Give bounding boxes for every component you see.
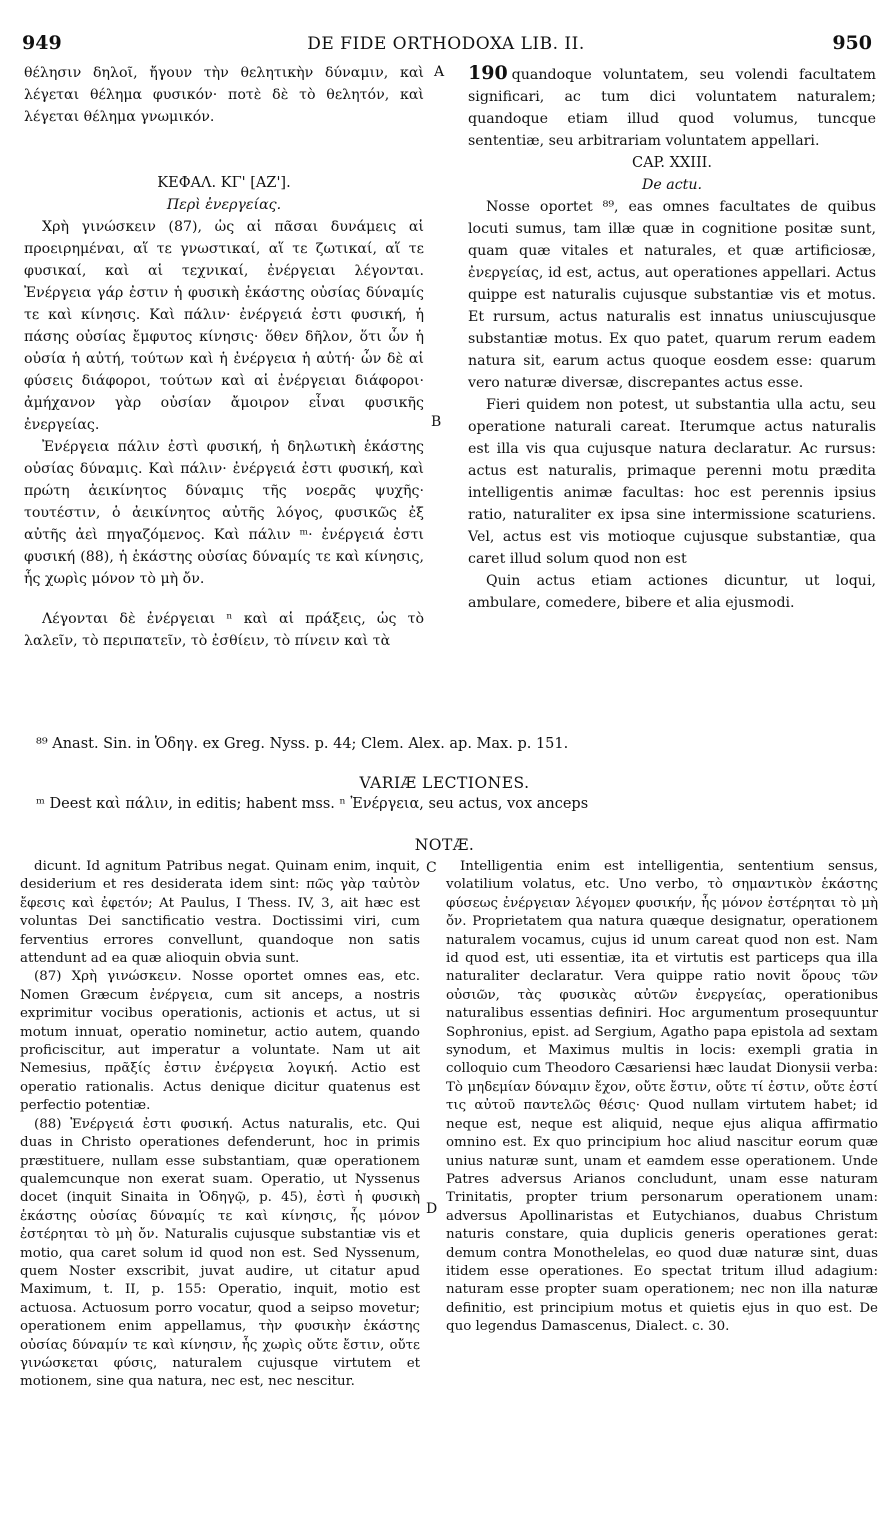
margin-letter-a: A xyxy=(434,64,445,80)
greek-paragraph-2: Ἐνέργεια πάλιν ἐστὶ φυσική, ἡ δηλωτικὴ ἑκάστης οὐσίας δύναμις. Καὶ πάλιν· ἐνέργειά ἐστι φυσική, καὶ πρώτη ἀεικίνητος δύναμις τῆς νοερᾶς ψυχῆς· τουτέστιν, ὁ ἀεικίνητος αὐτῆς λόγος, φυσικῶς ἐξ αὐτῆς ἀεὶ πηγαζόμενος. Καὶ πάλιν ᵐ· ἐνέργειά ἐστι φυσική (88), ἡ ἑκάστης οὐσίας δύναμίς τε καὶ κίνησις, ἧς χωρὶς μόνον τὸ μὴ ὄν. xyxy=(24,439,424,587)
greek-paragraph-1: Χρὴ γινώσκειν (87), ὡς αἱ πᾶσαι δυνάμεις αἱ προειρημέναι, αἵ τε γνωστικαί, αἵ τε ζωτικαί, αἵ τε φυσικαί, καὶ αἱ τεχνικαί, ἐνέργειαι λέγονται. Ἐνέργεια γάρ ἐστιν ἡ φυσικὴ ἑκάστης οὐσίας δύναμίς τε καὶ κίνησις. Καὶ πάλιν· ἐνέργειά ἐστι φυσική, ἡ πάσης οὐσίας ἔμφυτος κίνησις· ὅθεν δῆλον, ὅτι ὧν ἡ οὐσία ἡ αὐτή, τούτων καὶ ἡ ἐνέργεια ἡ αὐτή· ὧν δὲ αἱ φύσεις διάφοροι, τούτων καὶ αἱ ἐνέργειαι διάφοροι· ἀμήχανον γὰρ οὐσίαν ἄμοιρον εἶναι φυσικῆς ἐνεργείας. xyxy=(24,219,424,433)
latin-paragraph-3: Quin actus etiam actiones dicuntur, ut loqui, ambulare, comedere, bibere et alia ejusmodi. xyxy=(468,573,876,611)
left-page-number: 949 xyxy=(22,32,62,54)
greek-chapter-title: ΚΕΦΑΛ. ΚΓ' [ΑΖ']. xyxy=(157,175,291,191)
notes-left-column xyxy=(20,858,420,1392)
page-header xyxy=(20,32,872,58)
margin-letter-c: C xyxy=(426,860,437,876)
footnote: ⁸⁹ Anast. Sin. in Ὁδηγ. ex Greg. Nyss. p. 44; Clem. Alex. ap. Max. p. 151. xyxy=(36,736,569,752)
margin-letter-d: D xyxy=(426,1201,438,1217)
greek-paragraph-3: Λέγονται δὲ ἐνέργειαι ⁿ καὶ αἱ πράξεις, ὡς τὸ λαλεῖν, τὸ περιπατεῖν, τὸ ἐσθίειν, τὸ πίνειν καὶ τὰ xyxy=(24,611,424,649)
column-number: 190 xyxy=(468,62,508,84)
latin-chapter-subtitle: De actu. xyxy=(641,177,703,193)
variae-lectiones-line: ᵐ Deest καὶ πάλιν, in editis; habent mss. ⁿ Ἐνέργεια, seu actus, vox anceps xyxy=(36,796,589,812)
notae-heading: NOTÆ. xyxy=(414,836,475,854)
right-page-number: 950 xyxy=(832,32,872,54)
note-continuation: dicunt. Id agnitum Patribus negat. Quinam enim, inquit, desiderium et res desiderata idem sint: πῶς γὰρ ταὐτὸν ἔφεσις καὶ ἐφετόν; At Paulus, I Thess. IV, 3, ait hæc est voluntas Dei sanctificatio vestra. Doctissimi viri, cum ferventius errores convellunt, quandoque non satis attendunt ad ea quæ alioquin obvia sunt. xyxy=(20,859,420,967)
margin-letter-b: B xyxy=(431,414,442,430)
latin-paragraph-2: Fieri quidem non potest, ut substantia ulla actu, seu operatione naturali careat. Iterumque actus naturalis est illa vis qua cujusque natura declaratur. Ac rursus: actus est naturalis, primaque perenni motu prædita intelligentis animæ facultas: hoc est perennis ipsius ratio, naturaliter ex ipsa sine intermissione scaturiens. Vel, actus est vis motioque cujusque substantiæ, qua caret illud solum quod non est xyxy=(468,397,876,567)
latin-paragraph-1: Nosse oportet ⁸⁹, eas omnes facultates de quibus locuti sumus, tam illæ quæ in cognitione positæ sunt, quam quæ vitales et naturales, et quæ artificiosæ, ἐνεργείας, id est, actus, aut operationes appellari. Actus quippe est naturalis cujusque substantiæ vis et motus. Et rursum, actus naturalis est innatus uniuscujusque substantiæ motus. Ex quo patet, quarum rerum eadem natura sit, earum actus quoque eosdem esse: quarum vero naturæ diversæ, discrepantes actus esse. xyxy=(468,199,876,391)
latin-chapter-title: CAP. XXIII. xyxy=(631,155,713,171)
greek-intro: θέλησιν δηλοῖ, ἤγουν τὴν θελητικὴν δύναμιν, καὶ λέγεται θέλημα φυσικόν· ποτὲ δὲ τὸ θελητόν, καὶ λέγεται θέλημα γνωμικόν. xyxy=(24,65,424,125)
note-87: (87) Χρὴ γινώσκειν. Nosse oportet omnes eas, etc. Nomen Græcum ἐνέργεια, cum sit anceps, a nostris exprimitur vocibus operationis, actionis et actus, ut si motum innuat, operatio nominetur, actio autem, quando proficiscitur, aut imperatur a voluntate. Nam ut ait Nemesius, πρᾶξίς ἐστιν ἐνέργεια λογική. Actio est operatio rationalis. Actus denique dicitur quatenus est perfectio potentiæ. xyxy=(20,969,420,1114)
variae-lectiones-heading: VARIÆ LECTIONES. xyxy=(359,774,530,792)
note-88: (88) Ἐνέργειά ἐστι φυσική. Actus naturalis, etc. Qui duas in Christo operationes defenderunt, hoc in primis præstituere, nullam esse substantiam, quæ operationem qualemcunque non exerat suam. Operatio, ut Nyssenus docet (inquit Sinaita in Ὁδηγῷ, p. 45), ἐστὶ ἡ φυσικὴ ἑκάστης οὐσίας δύναμίς τε καὶ κίνησις, ἧς μόνον ἐστέρηται τὸ μὴ ὄν. Naturalis cujusque substantiæ vis et motio, qua caret solum id quod non est. Sed Nyssenum, quem Noster exscribit, juvat audire, ut citatur apud Maximum, t. II, p. 155: Operatio, inquit, motio est actuosa. Actuosum porro vocatur, quod a seipso movetur; operationem enim appellamus, τὴν φυσικὴν ἑκάστης οὐσίας δύναμίν τε καὶ κίνησιν, ἧς χωρὶς οὔτε ἔστιν, οὔτε γινώσκεται φύσις, naturalem cujusque virtutem et motionem, sine qua natura, nec est, nec nescitur. xyxy=(20,1116,420,1390)
greek-column xyxy=(24,62,424,652)
latin-intro xyxy=(468,62,876,152)
notes-right-column xyxy=(446,858,878,1337)
latin-intro-text: quandoque voluntatem, seu volendi facultatem significari, ac tum dici voluntatem naturalem; quandoque etiam illud quod volumus, tuncque sententiæ, seu arbitrariam voluntatem appellari. xyxy=(468,67,876,149)
note-88-continued: Intelligentia enim est intelligentia, sententium sensus, volatilium volatus, etc. Uno verbo, τὸ σημαντικὸν ἑκάστης φύσεως ἐνέργειαν λέγομεν φυσικήν, ἧς μόνον ἐστέρηται τὸ μὴ ὄν. Proprietatem qua natura quæque designatur, operationem naturalem vocamus, cujus id unum careat quod non est. Nam id quod est, uti essentiæ, ita et virtutis est particeps qua illa naturaliter declaratur. Vera quippe ratio novit ὅρους τῶν οὐσιῶν, τὰς φυσικὰς αὐτῶν ἐνεργείας, operationibus naturalibus essentias definiri. Hoc argumentum prosequuntur Sophronius, epist. ad Sergium, Agatho papa epistola ad sextam synodum, et Maximus multis in locis: exempli gratia in colloquio cum Theodoro Cæsariensi hæc laudat Dionysii verba: Τὸ μηδεμίαν δύναμιν ἔχον, οὔτε ἔστιν, οὔτε τί ἐστιν, οὔτε ἐστί τις αὐτοῦ παντελῶς θέσις· Quod nullam virtutem habet; id neque est, neque est aliquid, neque ejus aliqua affirmatio omnino est. Ex quo principium hoc aliud nascitur eorum quæ unius naturæ sunt, unam et eamdem esse operationem. Unde Patres adversus Arianos concludunt, unam esse naturam Trinitatis, propter trium personarum operationem unam: adversus Apollinaristas et Eutychianos, duabus Christum naturis constare, quia duplicis generis operationes gerat: demum contra Monothelelas, eo quod duæ naturæ sint, duas itidem esse operationes. Eo spectat tritum illud adagium: naturam esse propter suam operationem; nec non illa naturæ definitio, est principium motus et quietis ejus in quo est. De quo legendus Damascenus, Dialect. c. 30. xyxy=(446,859,878,1335)
greek-chapter-subtitle: Περὶ ἐνεργείας. xyxy=(166,197,282,213)
latin-column xyxy=(468,62,876,614)
running-title: DE FIDE ORTHODOXA LIB. II. xyxy=(307,34,585,54)
